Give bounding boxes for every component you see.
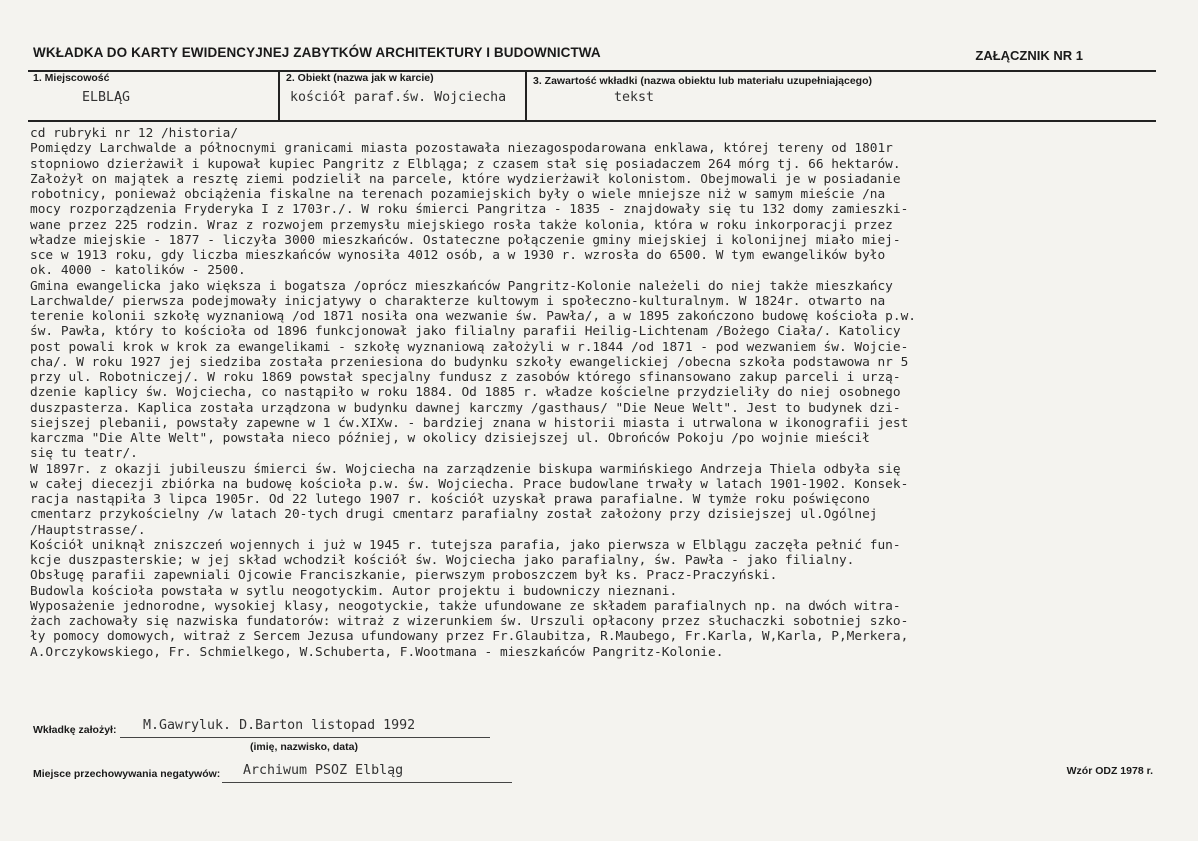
- locality-label: 1. Miejscowość: [33, 72, 110, 84]
- text-line: cha/. W roku 1927 jej siedziba została przeniesiona do budynku szkoły ewangelickiej /obecna szkoła podstawowa nr 5: [30, 354, 909, 370]
- text-line: sce w 1913 roku, gdy liczba mieszkańców wynosiła 4012 osób, a w 1930 r. wzrosła do 6500. W tym ewangelików było: [30, 248, 886, 263]
- text-line: racja nastąpiła 3 lipca 1905r. Od 22 lutego 1907 r. kościół uzyskał prawa parafialne. W tymże roku poświęcono: [30, 492, 870, 507]
- object-label: 2. Obiekt (nazwa jak w karcie): [286, 72, 434, 84]
- text-line: św. Pawła, który to kościoła od 1896 funkcjonował jako filialny parafii Heilig-Lichtenam /Bożego Ciała/. Katolicy: [30, 324, 901, 340]
- contents-value: tekst: [614, 90, 655, 105]
- locality-value: ELBLĄG: [82, 90, 131, 105]
- history-text: [30, 126, 1180, 660]
- text-line: mocy rozporządzenia Fryderyka I z 1703r./. W roku śmierci Pangritza - 1835 - znajdowały się tu 132 domy zamieszki-: [30, 202, 909, 218]
- text-line: w całej diecezji zbiórka na budowę kościoła p.w. św. Wojciecha. Prace budowlane trwały w latach 1901-1902. Konsek-: [30, 476, 909, 492]
- template-version: Wzór ODZ 1978 r.: [1066, 765, 1153, 777]
- text-line: Obsługę parafii zapewniali Ojcowie Franciszkanie, pierwszym proboszczem był ks. Pracz-Praczyński.: [30, 568, 778, 584]
- fields-bottom-rule: [28, 120, 1156, 122]
- text-line: Pomiędzy Larchwalde a północnymi granicami miasta pozostawała niezagospodarowana enklawa, której tereny od 1801r: [30, 141, 893, 157]
- text-line: siejszej plebanii, powstały zapewne w 1 ćw.XIXw. - bardziej znana w historii miasta i utrwalona w ikonografii jest: [30, 415, 909, 431]
- form-title: WKŁADKA DO KARTY EWIDENCYJNEJ ZABYTKÓW ARCHITEKTURY I BUDOWNICTWA: [33, 45, 601, 60]
- top-rule: [28, 70, 1156, 72]
- text-line: terenie kolonii szkołę wyznaniową /od 1871 nosiła ona wezwanie św. Pawła/, a w 1895 zakończono budowę kościoła p.w.: [30, 309, 917, 324]
- text-line: cmentarz przykościelny /w latach 20-tych drugi cmentarz parafialny został założony przy dzisiejszej ul.Ogólnej: [30, 507, 878, 523]
- text-line: Gmina ewangelicka jako większa i bogatsza /oprócz mieszkańców Pangritz-Kolonie należeli do niej także mieszkańcy: [30, 278, 893, 294]
- text-line: W 1897r. z okazji jubileuszu śmierci św. Wojciecha na zarządzenie biskupa warmińskiego Andrzeja Thiela odbyła się: [30, 461, 901, 477]
- text-line: się tu teatr/.: [30, 446, 138, 462]
- author-underline: [120, 737, 490, 738]
- text-line: żach zachowały się nazwiska fundatorów: witraż z wizerunkiem św. Urszuli opłacony przez słuchaczki sobotniej szko-: [30, 614, 909, 629]
- field-divider-2: [525, 70, 527, 120]
- attachment-number: ZAŁĄCZNIK NR 1: [975, 48, 1083, 63]
- author-hint: (imię, nazwisko, data): [250, 741, 358, 753]
- text-line: wane przez 225 rodzin. Wraz z rozwojem przemysłu miejskiego rosła także kolonia, która w roku inkorporacji przez: [30, 217, 893, 233]
- text-line: post powali krok w krok za ewangelikami - szkołę wyznaniową założyli w r.1844 /od 1871 - pod wezwaniem św. Wojcie-: [30, 339, 909, 355]
- text-line: kcje duszpasterskie; w jej skład wchodził kościół św. Wojciecha jako parafialny, św. Pawła - jako filialny.: [30, 553, 855, 568]
- contents-label: 3. Zawartość wkładki (nazwa obiektu lub materiału uzupełniającego): [533, 75, 872, 87]
- text-line: ok. 4000 - katolików - 2500.: [30, 263, 246, 279]
- text-line: Budowla kościoła powstała w sytlu neogotyckim. Autor projektu i budowniczy nieznani.: [30, 583, 678, 599]
- text-line: /Hauptstrasse/.: [30, 522, 146, 538]
- text-line: A.Orczykowskiego, Fr. Schmielkego, W.Schuberta, F.Wootmana - mieszkańców Pangritz-Kolonie.: [30, 644, 724, 660]
- text-line: cd rubryki nr 12 /historia/: [30, 126, 239, 141]
- text-line: Larchwalde/ pierwsza podejmowały inicjatywy o charakterze kultowym i społeczno-kulturalnym. W 1824r. otwarto na: [30, 293, 886, 309]
- text-line: władze miejskie - 1877 - liczyła 3000 mieszkańców. Ostateczne połączenie gminy miejskiej i kolonijnej miało miej-: [30, 232, 901, 248]
- negatives-underline: [222, 782, 512, 783]
- negatives-value: Archiwum PSOZ Elbląg: [243, 763, 404, 778]
- text-line: duszpasterza. Kaplica została urządzona w budynku dawnej karczmy /gasthaus/ "Die Neue Welt". Jest to budynek dzi-: [30, 400, 901, 416]
- text-line: dzenie kaplicy św. Wojciecha, co nastąpiło w roku 1884. Od 1885 r. władze kościelne przydzieliły do niej osobnego: [30, 385, 901, 401]
- text-line: ły pomocy domowych, witraż z Sercem Jezusa ufundowany przez Fr.Glaubitza, R.Maubego, Fr.Karla, W,Karla, P,Merkera,: [30, 629, 909, 645]
- text-line: Kościół uniknął zniszczeń wojennych i już w 1945 r. tutejsza parafia, jako pierwsza w Elblągu zaczęła pełnić fun-: [30, 537, 901, 553]
- author-label: Wkładkę założył:: [33, 724, 117, 736]
- negatives-label: Miejsce przechowywania negatywów:: [33, 768, 221, 780]
- text-line: Wyposażenie jednorodne, wysokiej klasy, neogotyckie, także ufundowane ze składem parafialnych np. na dwóch witra-: [30, 598, 901, 614]
- text-line: robotnicy, ponieważ obciążenia fiskalne na terenach pozamiejskich były o wiele mniejsze niż w samym mieście /na: [30, 187, 886, 202]
- author-value: M.Gawryluk. D.Barton listopad 1992: [143, 718, 416, 733]
- text-line: Założył on majątek a resztę ziemi podzielił na parcele, które wydzierżawił kolonistom. Obejmowali je w posiadanie: [30, 171, 901, 187]
- text-line: przy ul. Robotniczej/. W roku 1869 powstał specjalny fundusz z zasobów którego sfinansowano zakup parceli i urzą-: [30, 370, 901, 385]
- field-divider-1: [278, 70, 280, 120]
- text-line: karczma "Die Alte Welt", powstała nieco później, w okolicy dzisiejszej ul. Obrońców Pokoju /po wojnie mieścił: [30, 431, 870, 446]
- text-line: stopniowo dzierżawił i kupował kupiec Pangritz z Elbląga; z czasem stał się posiadaczem 264 mórg tj. 66 hektarów.: [30, 156, 901, 172]
- object-value: kościół paraf.św. Wojciecha: [290, 90, 507, 105]
